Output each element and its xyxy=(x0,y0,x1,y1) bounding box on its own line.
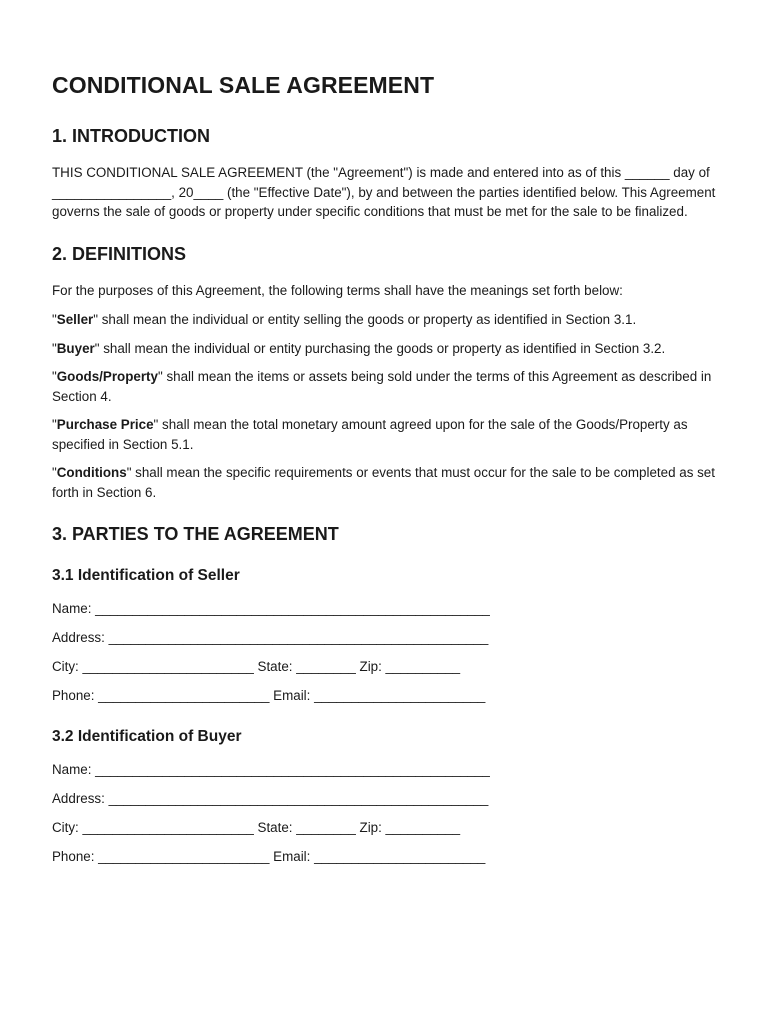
buyer-city-state-zip-field[interactable]: City: _______________________ State: ________ Zip: __________ xyxy=(52,819,461,835)
document-title: CONDITIONAL SALE AGREEMENT xyxy=(52,72,435,98)
definition-term: Purchase Price xyxy=(56,417,154,432)
buyer-address-field[interactable]: Address: ___________________________________________________ xyxy=(52,790,489,806)
seller-city-state-zip-field[interactable]: City: _______________________ State: ________ Zip: __________ xyxy=(52,659,461,674)
definition-text: " shall mean the individual or entity selling the goods or property as identified in Section 3.1. xyxy=(93,312,637,327)
definitions-list xyxy=(52,310,718,502)
introduction-paragraph: THIS CONDITIONAL SALE AGREEMENT (the "Agreement") is made and entered into as of this ______ day of ________________, 20____ (the "Effective Date"), by and between the parties identified below. This Agreement governs the sale of goods or property under specific conditions that must be met for the sale to be finalized. xyxy=(52,165,716,219)
section-heading-parties: 3. PARTIES TO THE AGREEMENT xyxy=(52,524,339,544)
definition-conditions xyxy=(52,463,718,502)
quote-open: " xyxy=(52,417,57,432)
definition-term: Goods/Property xyxy=(56,369,158,384)
buyer-name-field[interactable]: Name: _____________________________________________________ xyxy=(52,761,490,777)
definition-text: " shall mean the specific requirements or events that must occur for the sale to be completed as set forth in Section 6. xyxy=(52,465,715,500)
seller-phone-email-field[interactable]: Phone: _______________________ Email: _______________________ xyxy=(52,688,486,703)
definition-text: " shall mean the items or assets being sold under the terms of this Agreement as described in Section 4. xyxy=(52,369,712,404)
subheading-buyer: 3.2 Identification of Buyer xyxy=(52,727,242,745)
seller-name-field[interactable]: Name: _____________________________________________________ xyxy=(52,601,490,616)
definition-goods-property xyxy=(52,367,718,406)
definition-seller xyxy=(52,310,718,330)
definitions-lead: For the purposes of this Agreement, the following terms shall have the meanings set forth below: xyxy=(52,282,623,298)
section-parties xyxy=(52,524,718,866)
definition-text: " shall mean the total monetary amount agreed upon for the sale of the Goods/Property as specified in Section 5.1. xyxy=(52,417,688,452)
definition-purchase-price xyxy=(52,415,718,454)
quote-open: " xyxy=(52,465,57,480)
section-heading-introduction: 1. INTRODUCTION xyxy=(52,126,211,146)
section-heading-definitions: 2. DEFINITIONS xyxy=(52,243,187,264)
buyer-phone-email-field[interactable]: Phone: _______________________ Email: _______________________ xyxy=(52,848,486,864)
section-definitions xyxy=(52,244,718,503)
definition-term: Conditions xyxy=(56,465,127,480)
section-introduction xyxy=(52,126,718,222)
definition-buyer xyxy=(52,339,718,359)
definition-text: " shall mean the individual or entity purchasing the goods or property as identified in Section 3.2. xyxy=(94,340,666,356)
quote-open: " xyxy=(52,312,57,327)
seller-address-field[interactable]: Address: ___________________________________________________ xyxy=(52,630,489,645)
quote-open: " xyxy=(52,340,57,356)
definition-term: Seller xyxy=(56,312,94,327)
buyer-block xyxy=(52,728,718,867)
subheading-seller: 3.1 Identification of Seller xyxy=(52,567,240,584)
definition-term: Buyer xyxy=(56,340,95,356)
seller-block xyxy=(52,567,718,706)
quote-open: " xyxy=(52,369,57,384)
